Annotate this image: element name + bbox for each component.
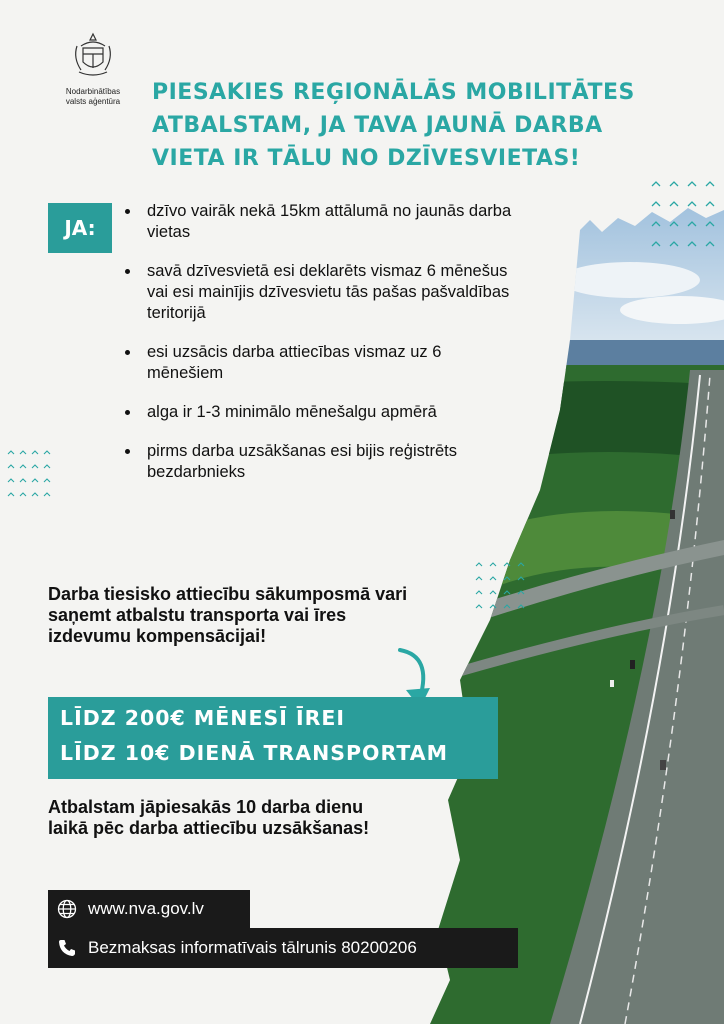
support-intro-text: Darba tiesisko attiecību sākumposmā vari saņemt atbalstu transporta vai īres izdevumu kompensācijai! bbox=[48, 584, 408, 646]
list-item: savā dzīvesvietā esi deklarēts vismaz 6 mēnešus vai esi mainījis dzīvesvietu tās pašas pašvaldības teritorijā bbox=[120, 261, 512, 324]
eligibility-list bbox=[120, 201, 512, 501]
transport-offer: LĪDZ 10€ DIENĀ TRANSPORTAM bbox=[60, 741, 448, 765]
title-line2: ATBALSTAM, JA TAVA JAUNĀ DARBA bbox=[152, 113, 603, 138]
support-amount-banner bbox=[48, 697, 498, 779]
title-line1: PIESAKIES REĢIONĀLĀS MOBILITĀTES bbox=[152, 80, 635, 105]
globe-icon bbox=[56, 898, 78, 920]
logo-line2: valsts aģentūra bbox=[65, 97, 121, 106]
chevron-pattern-top-right bbox=[650, 178, 720, 268]
page-title bbox=[152, 76, 672, 175]
nva-logo bbox=[58, 32, 128, 107]
phone-icon bbox=[56, 937, 78, 959]
rent-offer: LĪDZ 200€ MĒNESĪ ĪREI bbox=[60, 706, 346, 730]
ja-label: JA: bbox=[48, 203, 112, 253]
list-item: pirms darba uzsākšanas esi bijis reģistrēts bezdarbnieks bbox=[120, 441, 512, 483]
deadline-text: Atbalstam jāpiesakās 10 darba dienu laikā pēc darba attiecību uzsākšanas! bbox=[48, 797, 370, 838]
list-item: alga ir 1-3 minimālo mēnešalgu apmērā bbox=[120, 402, 512, 423]
list-item: dzīvo vairāk nekā 15km attālumā no jaunās darba vietas bbox=[120, 201, 512, 243]
phone-box[interactable] bbox=[48, 928, 518, 968]
title-line3: VIETA IR TĀLU NO DZĪVESVIETAS! bbox=[152, 146, 581, 171]
logo-line1: Nodarbinātības bbox=[65, 87, 121, 96]
phone-number[interactable]: Bezmaksas informatīvais tālrunis 80200206 bbox=[88, 938, 417, 957]
chevron-pattern-left bbox=[6, 448, 60, 510]
list-item: esi uzsācis darba attiecības vismaz uz 6 mēnešiem bbox=[120, 342, 512, 384]
coat-of-arms-icon bbox=[71, 32, 115, 78]
website-link[interactable]: www.nva.gov.lv bbox=[88, 899, 204, 918]
chevron-pattern-middle bbox=[474, 560, 538, 626]
website-box[interactable] bbox=[48, 890, 250, 928]
